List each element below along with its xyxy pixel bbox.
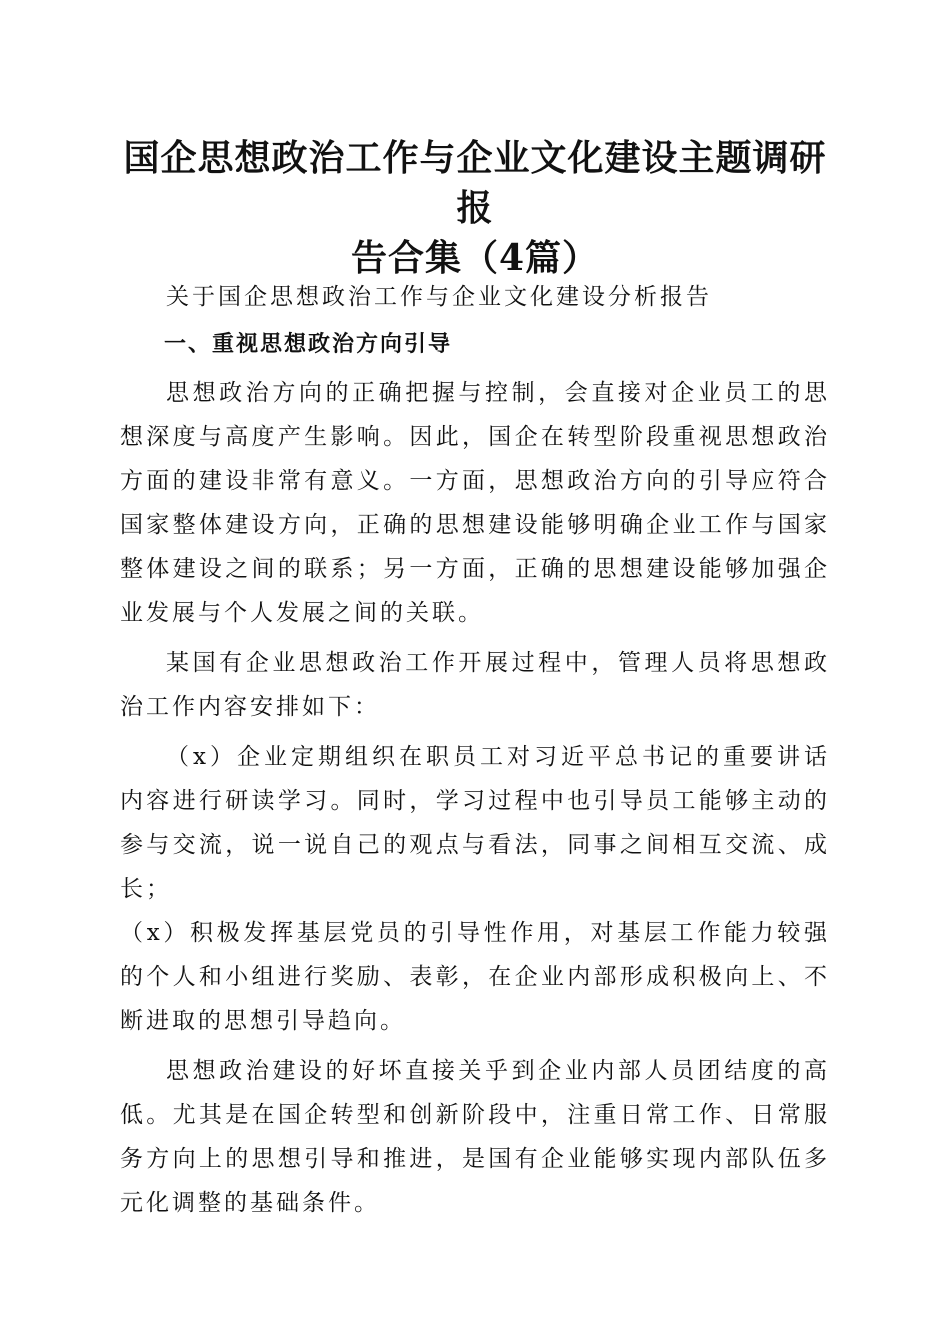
report-subtitle: 关于国企思想政治工作与企业文化建设分析报告 bbox=[166, 284, 712, 310]
list-item: （x）企业定期组织在职员工对习近平总书记的重要讲话内容进行研读学习。同时，学习过程中也引导员工能够主动的参与交流，说一说自己的观点与看法，同事之间相互交流、成长； bbox=[120, 744, 830, 902]
list-item: （x）积极发挥基层党员的引导性作用，对基层工作能力较强的个人和小组进行奖励、表彰，在企业内部形成积极向上、不断进取的思想引导趋向。 bbox=[120, 920, 830, 1034]
document-body bbox=[120, 275, 830, 1231]
document-title bbox=[110, 133, 840, 283]
title-line-2: 告合集（4篇） bbox=[350, 237, 600, 279]
paragraph: 思想政治方向的正确把握与控制，会直接对企业员工的思想深度与高度产生影响。因此，国企在转型阶段重视思想政治方面的建设非常有意义。一方面，思想政治方向的引导应符合国家整体建设方向，正确的思想建设能够明确企业工作与国家整体建设之间的联系；另一方面，正确的思想建设能够加强企业发展与个人发展之间的关联。 bbox=[120, 380, 830, 626]
title-line-1: 国企思想政治工作与企业文化建设主题调研报 bbox=[123, 137, 827, 229]
section-heading: 一、重视思想政治方向引导 bbox=[164, 332, 453, 357]
paragraph: 某国有企业思想政治工作开展过程中，管理人员将思想政治工作内容安排如下： bbox=[120, 650, 830, 720]
paragraph: 思想政治建设的好坏直接关乎到企业内部人员团结度的高低。尤其是在国企转型和创新阶段中，注重日常工作、日常服务方向上的思想引导和推进，是国有企业能够实现内部队伍多元化调整的基础条件。 bbox=[120, 1058, 830, 1216]
